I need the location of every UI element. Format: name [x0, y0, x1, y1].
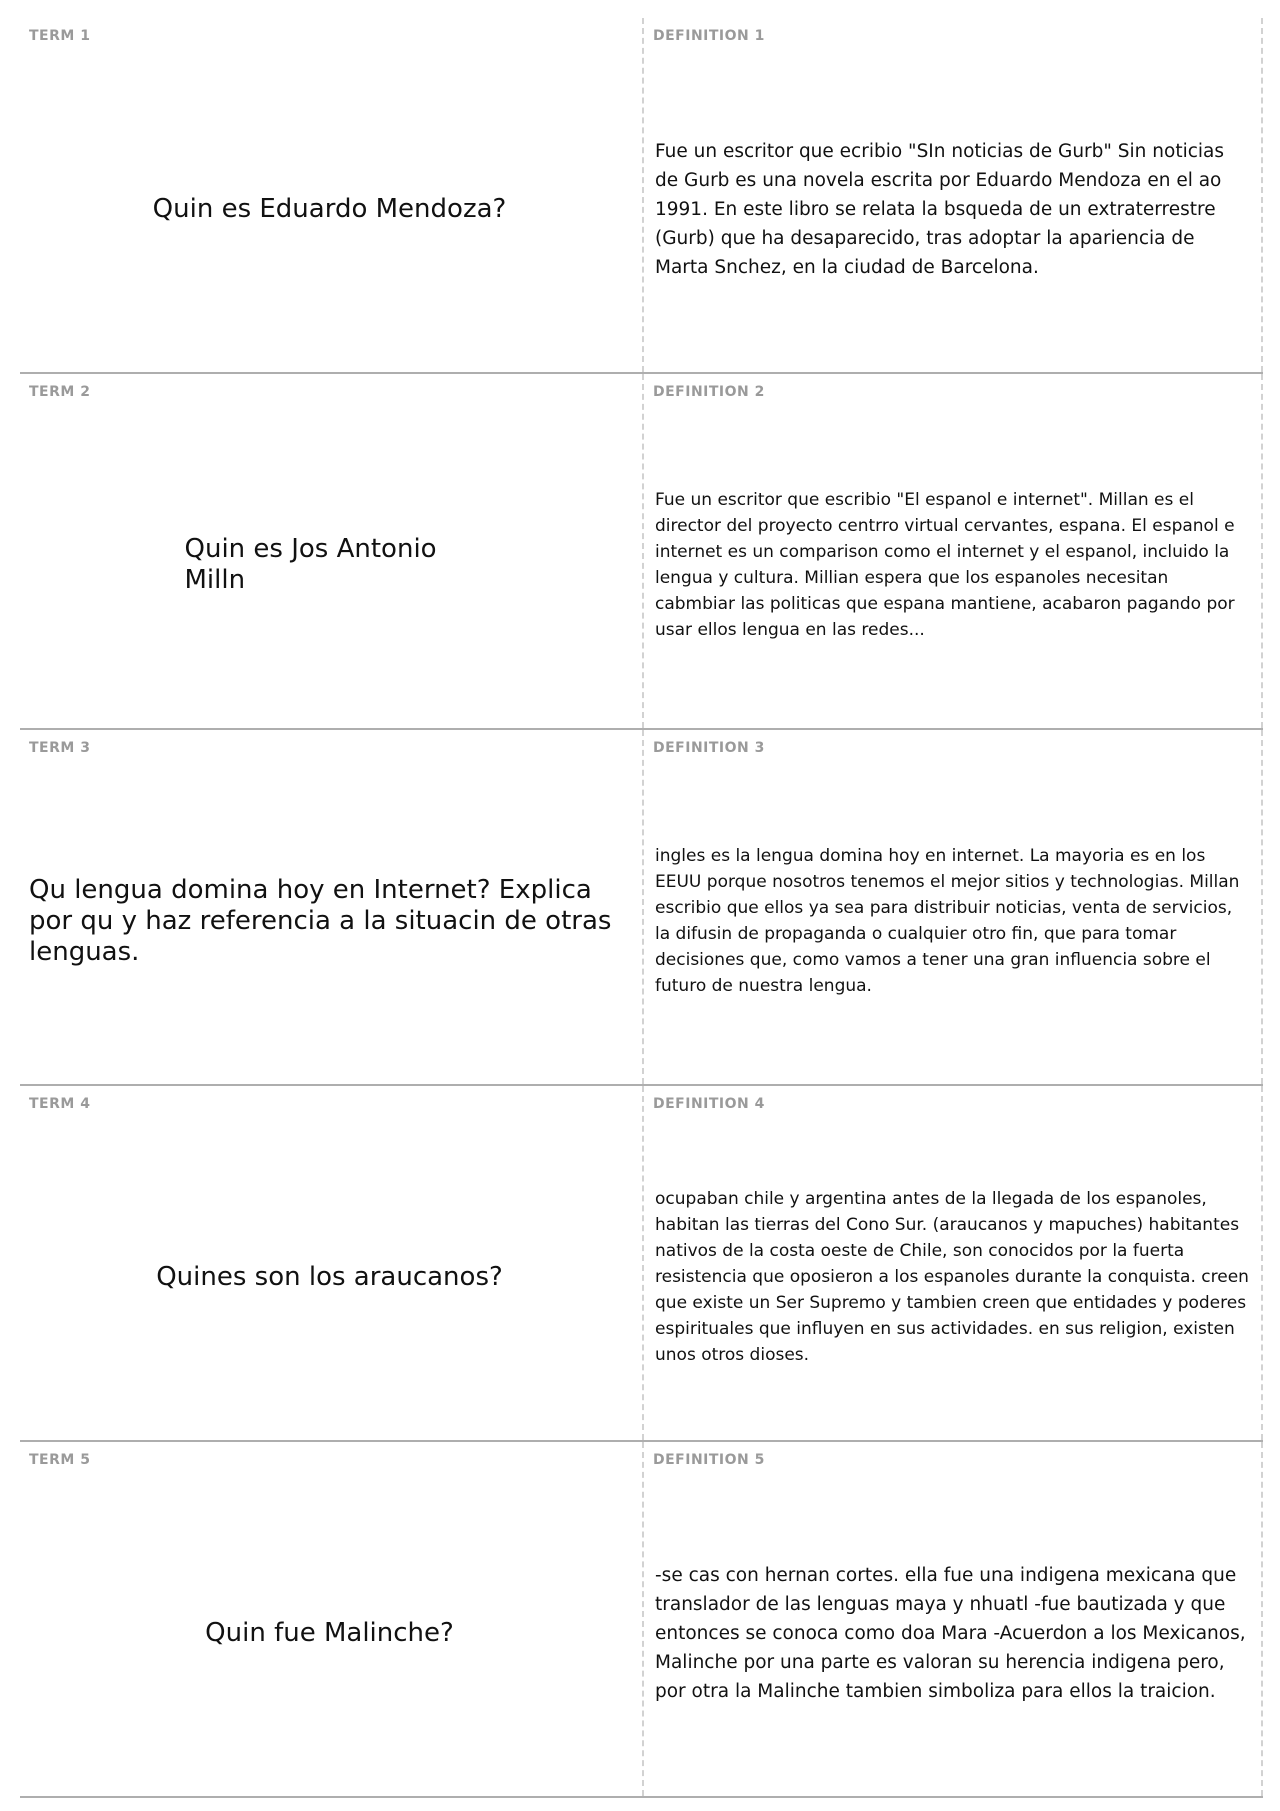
- definition-label-4: DEFINITION 4: [653, 1096, 765, 1112]
- definition-label-5: DEFINITION 5: [653, 1452, 765, 1468]
- term-cell-2: [20, 374, 644, 728]
- definition-cell-4: [644, 1086, 1263, 1440]
- flashcard-4: [20, 1086, 1263, 1442]
- term-label-4: TERM 4: [29, 1096, 91, 1112]
- term-label-2: TERM 2: [29, 384, 91, 400]
- definition-label-2: DEFINITION 2: [653, 384, 765, 400]
- definition-text-4: ocupaban chile y argentina antes de la llegada de los espanoles, habitan las tierras del Cono Sur. (araucanos y mapuches) habitantes nativos de la costa oeste de Chile, son conocidos por la fuerta resistencia que oposieron a los espanoles durante la conquista. creen que existe un Ser Supremo y tambien creen que entidades y poderes espirituales que influyen en sus actividades. en sus religion, existen unos otros dioses.: [655, 1189, 1249, 1365]
- definition-label-3: DEFINITION 3: [653, 740, 765, 756]
- term-label-5: TERM 5: [29, 1452, 91, 1468]
- definition-text-1: Fue un escritor que ecribio "SIn noticias de Gurb" Sin noticias de Gurb es una novela escrita por Eduardo Mendoza en el ao 1991. En este libro se relata la bsqueda de un extraterrestre (Gurb) que ha desaparecido, tras adoptar la apariencia de Marta Snchez, en la ciudad de Barcelona.: [655, 140, 1224, 278]
- term-cell-4: [20, 1086, 644, 1440]
- term-text-2: Quin es Jos Antonio Milln: [184, 534, 437, 595]
- term-text-1: Quin es Eduardo Mendoza?: [152, 193, 507, 224]
- definition-cell-1: [644, 18, 1263, 372]
- flashcard-sheet: [20, 18, 1263, 1798]
- term-text-5: Quin fue Malinche?: [205, 1617, 454, 1648]
- definition-text-3: ingles es la lengua domina hoy en internet. La mayoria es en los EEUU porque nosotros tenemos el mejor sitios y technologias. Millan escribio que ellos ya sea para distribuir noticias, venta de servicios, la difusin de propaganda o cualquier otro fin, que para tomar decisiones que, como vamos a tener una gran influencia sobre el futuro de nuestra lengua.: [655, 846, 1240, 996]
- term-cell-5: [20, 1442, 644, 1796]
- definition-cell-2: [644, 374, 1263, 728]
- definition-text-5: -se cas con hernan cortes. ella fue una indigena mexicana que translador de las lenguas maya y nhuatl -fue bautizada y que entonces se conoca como doa Mara -Acuerdon a los Mexicanos, Malinche por una parte es valoran su herencia indigena pero, por otra la Malinche tambien simboliza para ellos la traicion.: [655, 1564, 1246, 1702]
- flashcard-2: [20, 374, 1263, 730]
- definition-text-2: Fue un escritor que escribio "El espanol e internet". Millan es el director del proyecto centrro virtual cervantes, espana. El espanol e internet es un comparison como el internet y el espanol, incluido la lengua y cultura. Millian espera que los espanoles necesitan cabmbiar las politicas que espana mantiene, acabaron pagando por usar ellos lengua en las redes...: [655, 490, 1235, 640]
- term-text-3: Qu lengua domina hoy en Internet? Explica por qu y haz referencia a la situacin de otras lenguas.: [29, 874, 612, 967]
- flashcard-3: [20, 730, 1263, 1086]
- term-cell-3: [20, 730, 644, 1084]
- definition-cell-3: [644, 730, 1263, 1084]
- term-label-3: TERM 3: [29, 740, 91, 756]
- definition-cell-5: [644, 1442, 1263, 1796]
- term-cell-1: [20, 18, 644, 372]
- flashcard-5: [20, 1442, 1263, 1798]
- term-label-1: TERM 1: [29, 28, 91, 44]
- term-text-4: Quines son los araucanos?: [156, 1261, 503, 1292]
- flashcard-1: [20, 18, 1263, 374]
- definition-label-1: DEFINITION 1: [653, 28, 765, 44]
